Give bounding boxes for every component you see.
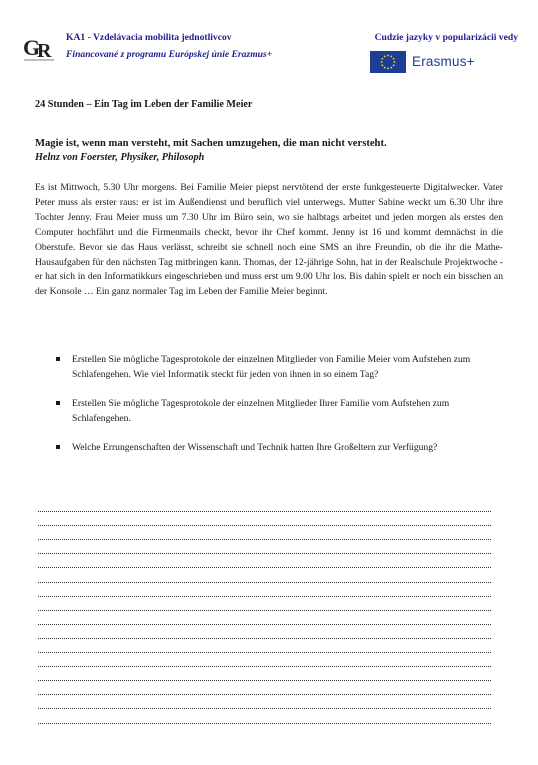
answer-line bbox=[38, 667, 491, 681]
funding-line: Financované z programu Európskej únie Erazmus+ bbox=[66, 49, 273, 60]
answer-line bbox=[38, 540, 491, 554]
task-item: Erstellen Sie mögliche Tagesprotokole der einzelnen Mitglieder von Familie Meier vom Aufstehen zum Schlafengehen. Wie viel Informatik steckt für jeden von ihnen in so einem Tag? bbox=[52, 352, 492, 382]
task-item: Erstellen Sie mögliche Tagesprotokole der einzelnen Mitglieder Ihrer Familie vom Aufstehen zum Schlafengehen. bbox=[52, 396, 492, 426]
answer-lines bbox=[38, 498, 491, 724]
task-list bbox=[52, 352, 492, 455]
answer-line bbox=[38, 709, 491, 723]
svg-text:G: G bbox=[23, 35, 41, 60]
answer-line bbox=[38, 681, 491, 695]
answer-line bbox=[38, 498, 491, 512]
answer-line bbox=[38, 568, 491, 582]
quote-author: Helnz von Foerster, Physiker, Philosoph bbox=[35, 152, 205, 163]
answer-line bbox=[38, 653, 491, 667]
project-line: KA1 - Vzdelávacia mobilita jednotlivcov bbox=[66, 32, 232, 43]
answer-line bbox=[38, 597, 491, 611]
answer-line bbox=[38, 554, 491, 568]
answer-line bbox=[38, 583, 491, 597]
intro-paragraph: Es ist Mittwoch, 5.30 Uhr morgens. Bei Familie Meier piepst nervtötend der erste funkgesteuerte Digitalwecker. Vater Peter muss als erster raus: er ist im Außendienst und beruflich viel unterwegs. Mutter Sabine weckt um 6.30 Uhr ihre Tochter Jenny. Frau Meier muss um 7.30 Uhr im Büro sein, wo sie halbtags arbeitet und jeden morgen als erstes den Computer hochfährt und die Firmenmails checkt, bevor ihr Chef kommt. Jenny ist 16 und kommt demnächst in die Oberstufe. Bevor sie das Haus verlässt, schreibt sie schnell noch eine SMS an ihre Freundin, ob die ihr die Mathe-Hausaufgaben für den nächsten Tag mitbringen kann. Thomas, der 12-jährige Sohn, hat in der Realschule Projektwoche - er hat sich in den Informatikkurs eingeschrieben und muss erst um 9.00 Uhr los. Bis dahin spielt er noch ein bisschen an der Konsole … Ein ganz normaler Tag im Leben der Familie Meier beginnt. bbox=[35, 182, 503, 298]
answer-line bbox=[38, 611, 491, 625]
answer-line bbox=[38, 512, 491, 526]
answer-line bbox=[38, 639, 491, 653]
svg-text:R: R bbox=[37, 40, 52, 62]
school-logo bbox=[22, 33, 56, 63]
answer-line bbox=[38, 526, 491, 540]
quote-text: Magie ist, wenn man versteht, mit Sachen umzugehen, die man nicht versteht. bbox=[35, 138, 387, 149]
header-left bbox=[66, 32, 272, 61]
header-right-title: Cudzie jazyky v popularizácii vedy bbox=[374, 32, 518, 43]
eu-flag-icon bbox=[370, 51, 406, 73]
task-item: Welche Errungenschaften der Wissenschaft und Technik hatten Ihre Großeltern zur Verfügung? bbox=[52, 440, 492, 455]
answer-line bbox=[38, 625, 491, 639]
erasmus-wordmark: Erasmus+ bbox=[412, 54, 475, 69]
section-title: 24 Stunden – Ein Tag im Leben der Familie Meier bbox=[35, 99, 253, 110]
answer-line bbox=[38, 695, 491, 709]
